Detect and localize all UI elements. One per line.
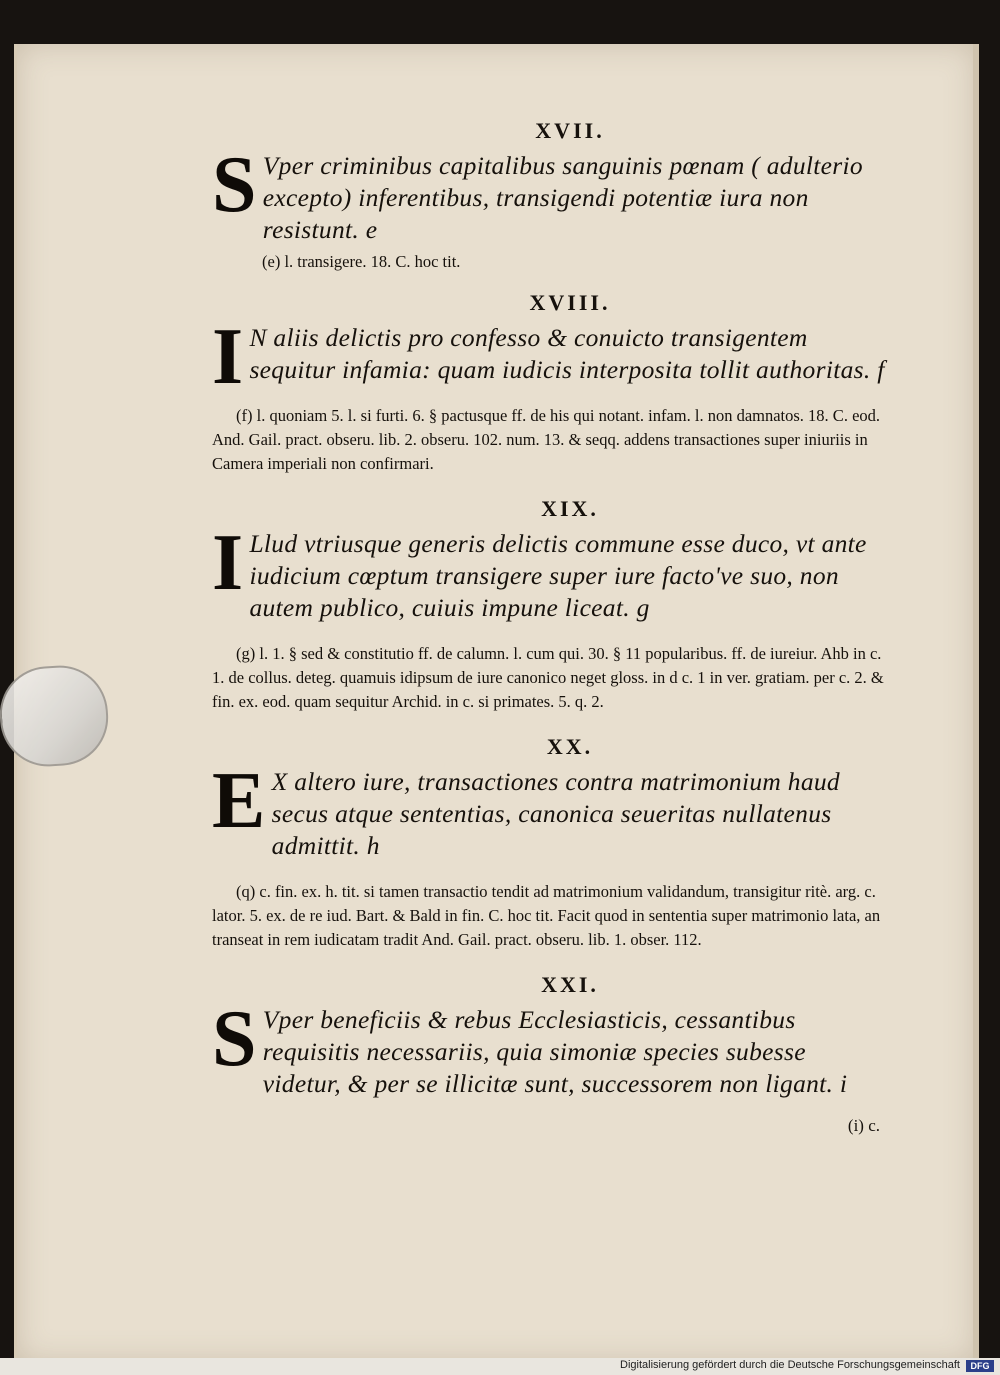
section-number: XVII.	[535, 118, 605, 143]
section-text	[212, 141, 888, 246]
dfg-logo-icon: DFG	[966, 1360, 994, 1372]
drop-cap: E	[212, 757, 266, 845]
section-body: N aliis delictis pro confesso & conuicto transigentem sequitur infamia: quam iudicis interposita tollit authoritas. f	[249, 323, 885, 384]
section-body: Llud vtriusque generis delictis commune esse duco, vt ante iudicium cœptum transigere super iure facto've suo, non autem publico, cuiuis impune liceat. g	[249, 529, 867, 622]
footnote: (e) l. transigere. 18. C. hoc tit.	[262, 252, 461, 271]
drop-cap: S	[212, 141, 257, 229]
drop-cap: S	[212, 995, 257, 1083]
digitization-banner	[0, 1358, 1000, 1375]
catchword: (i) c.	[847, 1116, 880, 1135]
section-text	[212, 757, 888, 862]
footnote: (f) l. quoniam 5. l. si furti. 6. § pactusque ff. de his qui notant. infam. l. non damnatos. 18. C. eod. And. Gail. pract. obseru. lib. 2. obseru. 102. num. 13. & seqq. addens transactiones super iniuriis in Camera imperiali non confirmari.	[212, 406, 881, 473]
section-body: Vper beneficiis & rebus Ecclesiasticis, cessantibus requisitis necessariis, quia simoniæ species subesse videtur, & per se illicitæ sunt, successorem non ligant. i	[262, 1005, 848, 1098]
section-number: XXI.	[541, 972, 599, 997]
page-edge	[973, 44, 979, 1358]
section-number: XIX.	[541, 496, 599, 521]
section-number: XVIII.	[529, 290, 611, 315]
section-text	[212, 995, 888, 1100]
footnote: (g) l. 1. § sed & constitutio ff. de calumn. l. cum qui. 30. § 11 popularibus. ff. de iureiur. Ahb in c. 1. de collus. deteg. quamuis idipsum de iure canonico neget gloss. in d c. 1 in ver. gratiam. per c. 2. & fin. ex. eod. quam sequitur Archid. in c. si primates. 5. q. 2.	[212, 644, 884, 711]
footnote: (q) c. fin. ex. h. tit. si tamen transactio tendit ad matrimonium validandum, transigitur ritè. arg. c. lator. 5. ex. de re iud. Bart. & Bald in fin. C. hoc tit. Facit quod in sententia super matrimonio lata, an transeat in rem iudicatam tradit And. Gail. pract. obseru. lib. 1. obser. 112.	[212, 882, 881, 949]
text-block	[212, 118, 888, 1136]
section-text	[212, 519, 888, 624]
section-number: XX.	[546, 734, 594, 759]
banner-text: Digitalisierung gefördert durch die Deutsche Forschungsgemeinschaft	[620, 1359, 960, 1371]
section-text	[212, 313, 888, 401]
drop-cap: I	[212, 519, 244, 607]
drop-cap: I	[212, 313, 244, 401]
section-body: X altero iure, transactiones contra matrimonium haud secus atque sententias, canonica seueritas nullatenus admittit. h	[271, 767, 840, 860]
section-body: Vper criminibus capitalibus sanguinis pœnam ( adulterio excepto) inferentibus, transigendi potentiæ iura non resistunt. e	[262, 151, 863, 244]
